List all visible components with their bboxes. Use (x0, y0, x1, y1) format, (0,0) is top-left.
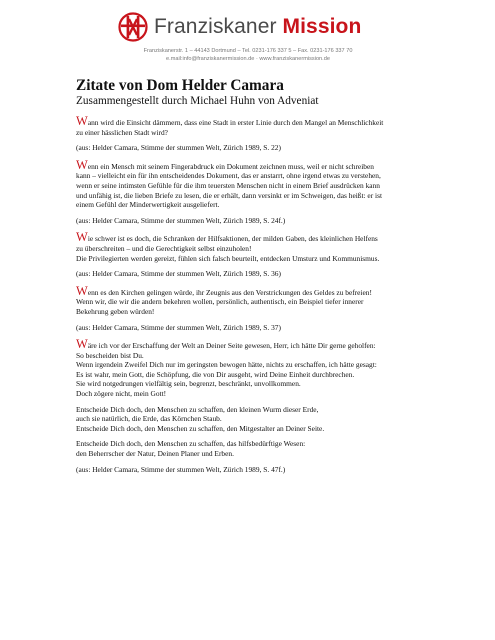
brand-name (154, 12, 361, 42)
quote-line: So bescheiden bist Du. (76, 350, 144, 360)
quote-source: (aus: Helder Camara, Stimme der stummen Welt, Zürich 1989, S. 22) (76, 143, 281, 153)
address-line: Franziskanerstr. 1 – 44143 Dortmund – Tel. 0231-176 337 5 – Fax. 0231-176 337 70 (143, 48, 353, 54)
quote-text (76, 405, 468, 434)
quote-line: wenn er seine intimsten Gefühle für die ihm teuersten Menschen nicht in einem Brief ausdrücken kann (76, 180, 380, 190)
quote-line: zu überschreiten – und die Gerechtigkeit selbst einzuholen! (76, 243, 252, 253)
quote-1 (76, 114, 468, 153)
quote-line: ann wird die Einsicht dämmern, dass eine Stadt in erster Linie durch den Mangel an Menschlichkeit (87, 118, 384, 127)
quote-text (76, 157, 468, 210)
quote-line: kann – vielleicht ein für ihn entscheidendes Dokument, das er anstarrt, ohne irgend etwas zu verstehen, (76, 171, 381, 181)
quote-line: Bekehrung geben würden! (76, 306, 155, 316)
quote-text (76, 283, 468, 317)
quote-source: (aus: Helder Camara, Stimme der stummen Welt, Zürich 1989, S. 37) (76, 322, 281, 332)
brand-name-part2: Mission (282, 15, 362, 38)
quote-line: enn es den Kirchen gelingen würde, ihr Zeugnis aus den Verstrickungen des Geldes zu befreien! (87, 287, 372, 297)
brand-row (118, 12, 361, 42)
quote-line: Es ist wahr, mein Gott, die Schöpfung, die von Dir ausgeht, wird Deine Einheit durchbrechen. (76, 369, 355, 379)
quote-line: Sie wird notgedrungen vielfältig sein, begrenzt, beschränkt, unvollkommen. (76, 379, 301, 389)
quote-line: Wenn wir, die wir die andern bekehren wollen, persönlich, authentisch, ein Beispiel tiefer innerer (76, 297, 364, 307)
quote-line: Die Privilegierten werden gereizt, fühlen sich falsch beurteilt, entdecken Umsturz und Kommunismus. (76, 253, 380, 263)
quote-text (76, 230, 468, 263)
drop-initial: W (76, 337, 88, 352)
quote-line: Entscheide Dich doch, den Menschen zu schaffen, den Mitgestalter an Deiner Seite. (76, 423, 325, 433)
quote-3 (76, 230, 468, 279)
quote-text (76, 337, 468, 399)
contact-line: e.mail:info@franziskanermission.de · www.franziskanermission.de (166, 56, 330, 62)
page-subtitle: Zusammengestellt durch Michael Huhn von Adveniat (76, 95, 319, 107)
drop-initial: W (76, 283, 88, 298)
quote-line: Entscheide Dich doch, den Menschen zu schaffen, den kleinen Wurm dieser Erde, (76, 404, 319, 414)
drop-initial: W (76, 114, 88, 128)
franziskaner-cross-logo-icon (118, 12, 148, 42)
quote-5 (76, 337, 468, 474)
quote-text (76, 439, 468, 458)
quote-line: einem Gefühl der Minderwertigkeit ausgeliefert. (76, 200, 220, 210)
quote-source: (aus: Helder Camara, Stimme der stummen Welt, Zürich 1989, S. 36) (76, 269, 281, 279)
quote-text (76, 114, 468, 137)
quote-line: Entscheide Dich doch, den Menschen zu schaffen, das hilfsbedürftige Wesen: (76, 439, 306, 449)
quote-line: äre ich vor der Erschaffung der Welt an Deiner Seite gewesen, Herr, ich hätte Dir gerne geholfen: (87, 341, 376, 351)
quote-line: und unfähig ist, die lieben Briefe zu lesen, die er erhält, dann versinkt er im Schweigen, das heißt: er ist (76, 190, 383, 200)
drop-initial: W (76, 230, 88, 245)
page-title: Zitate von Dom Helder Camara (76, 77, 284, 94)
quote-line: den Beherrscher der Natur, Deinen Planer und Erben. (76, 449, 234, 459)
brand-name-part1: Franziskaner (154, 15, 277, 38)
quote-line: Wenn irgendein Zweifel Dich nur im geringsten bewogen hätte, nichts zu erschaffen, ich hätte gesagt: (76, 360, 377, 370)
quote-line: ie schwer ist es doch, die Schranken der Hilfsaktionen, der milden Gaben, des kleinlichen Helfens (87, 234, 378, 244)
quote-source: (aus: Helder Camara, Stimme der stummen Welt, Zürich 1989, S. 47f.) (76, 464, 286, 474)
quote-4 (76, 283, 468, 332)
drop-initial: W (76, 157, 88, 172)
quote-line: zu einer hässlichen Stadt wird? (76, 127, 168, 137)
quote-line: Doch zögere nicht, mein Gott! (76, 389, 167, 399)
document-body (76, 77, 468, 482)
letterhead (0, 8, 495, 68)
quote-line: auch sie natürlich, die Erde, das Körnchen Staub. (76, 414, 222, 424)
quote-line: enn ein Mensch mit seinem Fingerabdruck ein Dokument zeichnen muss, weil er nicht schreiben (87, 161, 374, 171)
quote-2 (76, 157, 468, 226)
quote-source: (aus: Helder Camara, Stimme der stummen Welt, Zürich 1989, S. 24f.) (76, 215, 286, 225)
